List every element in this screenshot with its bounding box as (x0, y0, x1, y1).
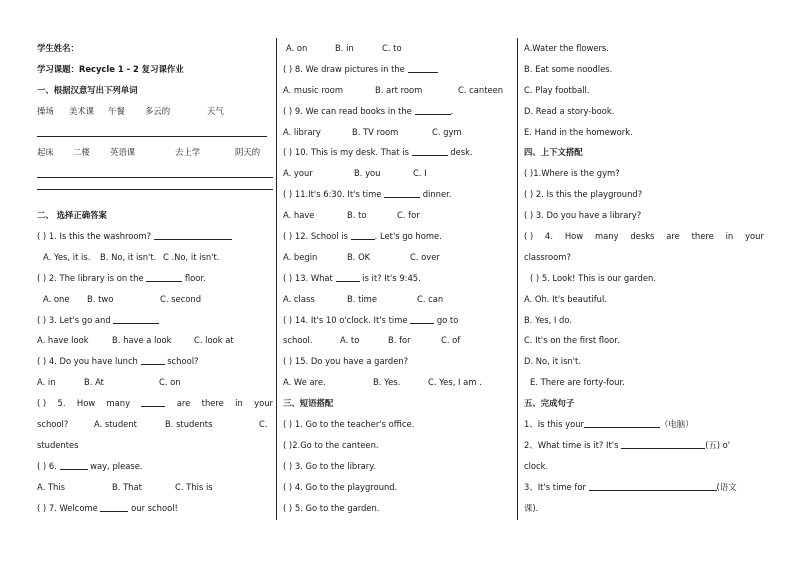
option[interactable]: B. OK (347, 251, 371, 262)
option[interactable]: C .No, it isn't. (163, 251, 220, 262)
section-1-title: 一、根据汉意写出下列单词 (37, 84, 138, 95)
answer-blank[interactable] (384, 188, 420, 198)
word: 天气 (207, 105, 224, 116)
question-5-option-c[interactable]: studentes (37, 439, 79, 450)
question-14 (283, 310, 513, 331)
option[interactable]: B. two (87, 293, 114, 304)
column-divider-2 (517, 38, 518, 520)
word: 起床 (37, 147, 54, 158)
option[interactable]: B. At (84, 377, 104, 388)
answer-blank[interactable] (621, 439, 705, 449)
option[interactable]: B. have a look (112, 335, 172, 346)
question-12 (283, 226, 513, 247)
question-text: is it? It's 9:45. (359, 272, 421, 283)
answer-line[interactable] (37, 163, 273, 184)
question-2-options (37, 289, 273, 310)
option[interactable]: C. This is (175, 481, 213, 492)
context-question-4 (524, 226, 764, 247)
question-text: ( ) 7. Welcome (37, 502, 101, 513)
question-5-options (37, 414, 273, 435)
option[interactable]: A. class (283, 293, 315, 304)
answer-blank[interactable] (60, 460, 88, 470)
question-5 (37, 393, 273, 414)
context-question-3: ( ) 3. Do you have a library? (524, 210, 642, 221)
option[interactable]: A. in (37, 377, 56, 388)
question-word: are (176, 398, 191, 409)
context-answer-e: E. There are forty-four. (530, 377, 625, 388)
question-text: ( ) 11.It's 6:30. It's time (283, 189, 385, 200)
section-2-title: 二、 选择正确答案 (37, 210, 107, 221)
option[interactable]: C. can (417, 293, 444, 304)
question-text: (五) o' (705, 439, 731, 450)
sentence-3 (524, 477, 764, 498)
option[interactable]: C. over (410, 251, 440, 262)
question-text: (语文 (716, 481, 737, 492)
match-option-e: E. Hand in the homework. (524, 126, 633, 137)
word: 二楼 (73, 147, 90, 158)
word: 多云的 (145, 105, 171, 116)
match-option-c: C. Play football. (524, 84, 590, 95)
option[interactable]: C. I (413, 168, 427, 179)
question-text: 2、What time is it? It's (524, 439, 622, 450)
question-word: are (666, 231, 680, 242)
option[interactable]: A. begin (283, 251, 318, 262)
column-2 (283, 38, 513, 542)
question-10 (283, 142, 513, 163)
question-3 (37, 310, 273, 331)
question-10-options (283, 163, 513, 184)
answer-blank[interactable] (336, 272, 360, 282)
answer-blank[interactable] (584, 418, 660, 428)
word: 午餐 (108, 105, 125, 116)
sentence-2 (524, 435, 764, 456)
match-item-5: ( ) 5. Go to the garden. (283, 502, 380, 513)
answer-blank[interactable] (141, 355, 165, 365)
question-text: floor. (182, 272, 206, 283)
question-6 (37, 456, 273, 477)
match-item-3: ( ) 3. Go to the library. (283, 460, 376, 471)
question-8 (283, 59, 513, 80)
option[interactable]: A. one (43, 293, 70, 304)
context-question-5: ( ) 5. Look! This is our garden. (530, 272, 656, 283)
sentence-1 (524, 414, 764, 435)
match-item-2: ( )2.Go to the canteen. (283, 439, 379, 450)
words-row-1 (37, 101, 273, 122)
question-text: . Let's go home. (374, 231, 442, 242)
answer-blank[interactable] (100, 502, 128, 512)
option[interactable]: A. your (283, 168, 313, 179)
column-1 (37, 38, 273, 542)
question-13 (283, 268, 513, 289)
option[interactable]: A. student (94, 419, 137, 430)
question-word: desks (630, 231, 655, 242)
section-3-title: 三、短语搭配 (283, 398, 334, 409)
option[interactable]: A. have (283, 210, 315, 221)
question-word: many (106, 398, 131, 409)
word: 操场 (37, 105, 54, 116)
option[interactable]: B. That (112, 481, 142, 492)
question-text: 3、It's time for (524, 481, 589, 492)
question-8-options (283, 80, 513, 101)
option[interactable]: B. Yes. (373, 377, 401, 388)
question-3-options (37, 330, 273, 351)
option[interactable]: A. Yes, it is. (43, 251, 91, 262)
words-row-2 (37, 142, 273, 163)
option[interactable]: A. library (283, 126, 321, 137)
option[interactable]: C. second (160, 293, 202, 304)
question-text: ( ) 14. It's 10 o'clock. It's time (283, 314, 411, 325)
student-name-label: 学生姓名： (37, 43, 79, 53)
question-word: there (201, 398, 224, 409)
match-option-b: B. Eat some noodles. (524, 63, 613, 74)
option[interactable]: C. to (382, 43, 402, 53)
answer-line[interactable] (37, 122, 273, 143)
question-text: ( ) 12. School is (283, 231, 351, 242)
option[interactable]: A. music room (283, 84, 343, 95)
question-text: 1、Is this your (524, 419, 584, 430)
option[interactable]: A. on (286, 43, 308, 53)
question-word: school? (37, 419, 69, 430)
lesson-topic: 学习课题：Recycle 1 - 2 复习课作业 (37, 63, 184, 74)
option[interactable]: C. on (159, 377, 181, 388)
answer-blank[interactable] (154, 230, 232, 240)
question-word: How (564, 231, 584, 242)
option[interactable]: B. time (347, 293, 377, 304)
option[interactable]: C. canteen (458, 84, 504, 95)
answer-blank[interactable] (141, 397, 165, 407)
column-divider-1 (276, 38, 277, 520)
option[interactable]: B. you (354, 168, 381, 179)
context-answer-b: B. Yes, I do. (524, 314, 572, 325)
answer-blank[interactable] (408, 63, 438, 73)
question-9 (283, 101, 513, 122)
question-text: ( ) 3. Let's go and (37, 314, 114, 325)
sentence-3-cont: 课). (524, 502, 539, 513)
word: 美术课 (69, 105, 95, 116)
option[interactable]: B. for (388, 335, 411, 346)
match-item-4: ( ) 4. Go to the playground. (283, 481, 398, 492)
word: 去上学 (175, 147, 201, 158)
question-13-options (283, 289, 513, 310)
question-text: ( ) 9. We can read books in the (283, 105, 415, 116)
answer-blank[interactable] (589, 481, 717, 491)
question-text: ( ) 2. The library is on the (37, 272, 147, 283)
question-word: many (594, 231, 619, 242)
answer-line[interactable] (37, 184, 273, 205)
question-text: school? (164, 356, 199, 367)
option[interactable]: A. to (340, 335, 360, 346)
word: 英语课 (110, 147, 136, 158)
question-text: ( ) 4. Do you have lunch (37, 356, 141, 367)
option[interactable]: C. gym (432, 126, 462, 137)
option[interactable]: C. (259, 419, 268, 430)
answer-blank[interactable] (113, 314, 159, 324)
question-text: ( ) 13. What (283, 272, 336, 283)
question-text: way, please. (87, 460, 143, 471)
question-11 (283, 184, 513, 205)
answer-blank[interactable] (410, 314, 434, 324)
answer-blank[interactable] (351, 230, 375, 240)
context-answer-a: A. Oh. It's beautiful. (524, 293, 607, 304)
question-text: go to (434, 314, 459, 325)
question-text: ( ) 8. We draw pictures in the (283, 63, 408, 74)
context-answer-c: C. It's on the first floor. (524, 335, 620, 346)
question-text: ( ) 10. This is my desk. That is (283, 147, 412, 158)
question-word: your (745, 231, 764, 242)
question-12-options (283, 247, 513, 268)
question-4-options (37, 372, 273, 393)
option[interactable]: A. We are. (283, 377, 326, 388)
question-7-options (283, 38, 513, 59)
question-text: desk. (447, 147, 473, 158)
option[interactable]: B. art room (375, 84, 423, 95)
question-text: ( ) 1. Is this the washroom? (37, 231, 154, 242)
question-15-options (283, 372, 513, 393)
answer-paren[interactable]: ( ) (37, 398, 47, 409)
answer-blank[interactable] (146, 272, 182, 282)
option[interactable]: B. TV room (352, 126, 399, 137)
option[interactable]: C. for (397, 210, 420, 221)
question-word: your (254, 398, 273, 409)
match-item-1: ( ) 1. Go to the teacher's office. (283, 419, 415, 430)
match-option-d: D. Read a story-book. (524, 105, 615, 116)
question-word: there (691, 231, 714, 242)
option[interactable]: C. of (441, 335, 461, 346)
option[interactable]: B. No, it isn't. (100, 251, 157, 262)
match-option-a: A.Water the flowers. (524, 43, 609, 53)
answer-paren[interactable]: ( ) (524, 231, 534, 242)
question-text: our school! (128, 502, 178, 513)
question-1 (37, 226, 273, 247)
section-5-title: 五、完成句子 (524, 398, 575, 409)
question-9-options (283, 122, 513, 143)
question-4 (37, 351, 273, 372)
option[interactable]: B. students (165, 419, 213, 430)
answer-blank[interactable] (415, 105, 451, 115)
question-number: 5. (57, 398, 66, 409)
question-word: in (235, 398, 243, 409)
question-text: （电脑） (659, 419, 694, 430)
answer-blank[interactable] (412, 146, 448, 156)
option[interactable]: A. have look (37, 335, 89, 346)
question-2 (37, 268, 273, 289)
option[interactable]: C. Yes, I am . (428, 377, 482, 388)
question-7 (37, 498, 273, 519)
context-question-2: ( ) 2. Is this the playground? (524, 189, 643, 200)
question-11-options (283, 205, 513, 226)
section-4-title: 四、上下文搭配 (524, 147, 583, 158)
question-text: ( ) 6. (37, 460, 60, 471)
column-3 (524, 38, 764, 542)
sentence-2-cont: clock. (524, 460, 549, 471)
question-number: 4. (545, 231, 554, 242)
option[interactable]: B. in (335, 43, 354, 53)
question-word: How (76, 398, 96, 409)
question-6-options (37, 477, 273, 498)
option[interactable]: B. to (347, 210, 367, 221)
question-text: dinner. (420, 189, 452, 200)
word: 阴天的 (235, 147, 261, 158)
question-word: school. (283, 335, 313, 346)
option[interactable]: A. This (37, 481, 66, 492)
context-answer-d: D. No, it isn't. (524, 356, 582, 367)
context-question-1: ( )1.Where is the gym? (524, 168, 620, 179)
question-text: . (450, 105, 454, 116)
question-1-options (37, 247, 273, 268)
question-14-options (283, 330, 513, 351)
context-question-4-cont: classroom? (524, 251, 571, 262)
question-15: ( ) 15. Do you have a garden? (283, 356, 409, 367)
question-word: in (725, 231, 734, 242)
option[interactable]: C. look at (194, 335, 234, 346)
